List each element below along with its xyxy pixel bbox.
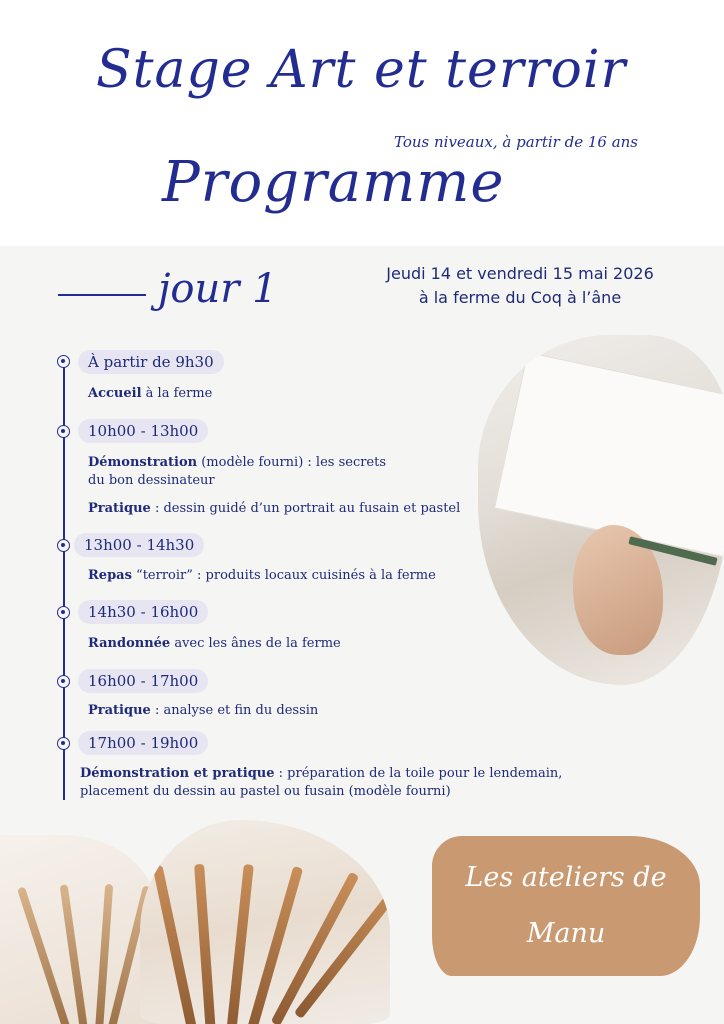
timeline-dot — [57, 425, 70, 438]
brand-name — [432, 850, 700, 962]
time-badge: 13h00 - 14h30 — [74, 533, 204, 557]
programme-heading: Programme — [162, 150, 505, 215]
time-badge: À partir de 9h30 — [78, 350, 224, 374]
brush-shape — [95, 884, 113, 1024]
schedule-item — [88, 385, 212, 403]
dates-line: Jeudi 14 et vendredi 15 mai 2026 — [386, 264, 654, 283]
schedule-item — [88, 454, 386, 490]
brush-shape — [194, 864, 216, 1024]
brand-line: Manu — [526, 918, 606, 949]
item-text: à la ferme — [141, 386, 213, 401]
timeline-dot — [57, 737, 70, 750]
timeline-dot — [57, 675, 70, 688]
timeline-dot — [57, 606, 70, 619]
location-line: à la ferme du Coq à l’âne — [418, 288, 622, 307]
schedule-item — [88, 500, 460, 518]
item-text: : préparation de la toile pour le lendemain, — [274, 766, 563, 781]
schedule-item — [88, 567, 436, 585]
day-title: jour 1 — [158, 266, 278, 312]
time-badge: 10h00 - 13h00 — [78, 419, 208, 443]
page-title: Stage Art et terroir — [96, 40, 627, 100]
schedule-item — [88, 635, 341, 653]
brush-shape — [247, 866, 303, 1024]
timeline-dot — [57, 539, 70, 552]
day-divider — [58, 294, 146, 296]
item-label: Pratique — [88, 703, 151, 718]
time-badge: 16h00 - 17h00 — [78, 669, 208, 693]
item-text: avec les ânes de la ferme — [170, 636, 341, 651]
item-text: “terroir” : produits locaux cuisinés à la ferme — [131, 568, 436, 583]
item-label: Pratique — [88, 501, 151, 516]
schedule-item — [80, 765, 562, 801]
item-text: : analyse et fin du dessin — [150, 703, 319, 718]
time-badge: 14h30 - 16h00 — [78, 600, 208, 624]
timeline-dot — [57, 355, 70, 368]
page-subtitle: Tous niveaux, à partir de 16 ans — [394, 133, 638, 151]
brand-line: Les ateliers de — [465, 862, 667, 893]
schedule-item — [88, 702, 318, 720]
item-text: du bon dessinateur — [88, 473, 215, 488]
brush-shape — [152, 865, 197, 1024]
event-dates — [370, 262, 670, 310]
item-text: (modèle fourni) : les secrets — [197, 455, 387, 470]
time-badge: 17h00 - 19h00 — [78, 731, 208, 755]
brushes-photo-left — [0, 835, 160, 1024]
item-label: Randonnée — [88, 636, 171, 651]
item-text: placement du dessin au pastel ou fusain (modèle fourni) — [80, 784, 451, 799]
item-label: Démonstration — [88, 455, 198, 470]
item-label: Repas — [88, 568, 132, 583]
item-label: Accueil — [88, 386, 142, 401]
item-label: Démonstration et pratique — [80, 766, 275, 781]
brush-shape — [226, 864, 254, 1024]
item-text: : dessin guidé d’un portrait au fusain et pastel — [150, 501, 461, 516]
brush-shape — [60, 884, 89, 1024]
